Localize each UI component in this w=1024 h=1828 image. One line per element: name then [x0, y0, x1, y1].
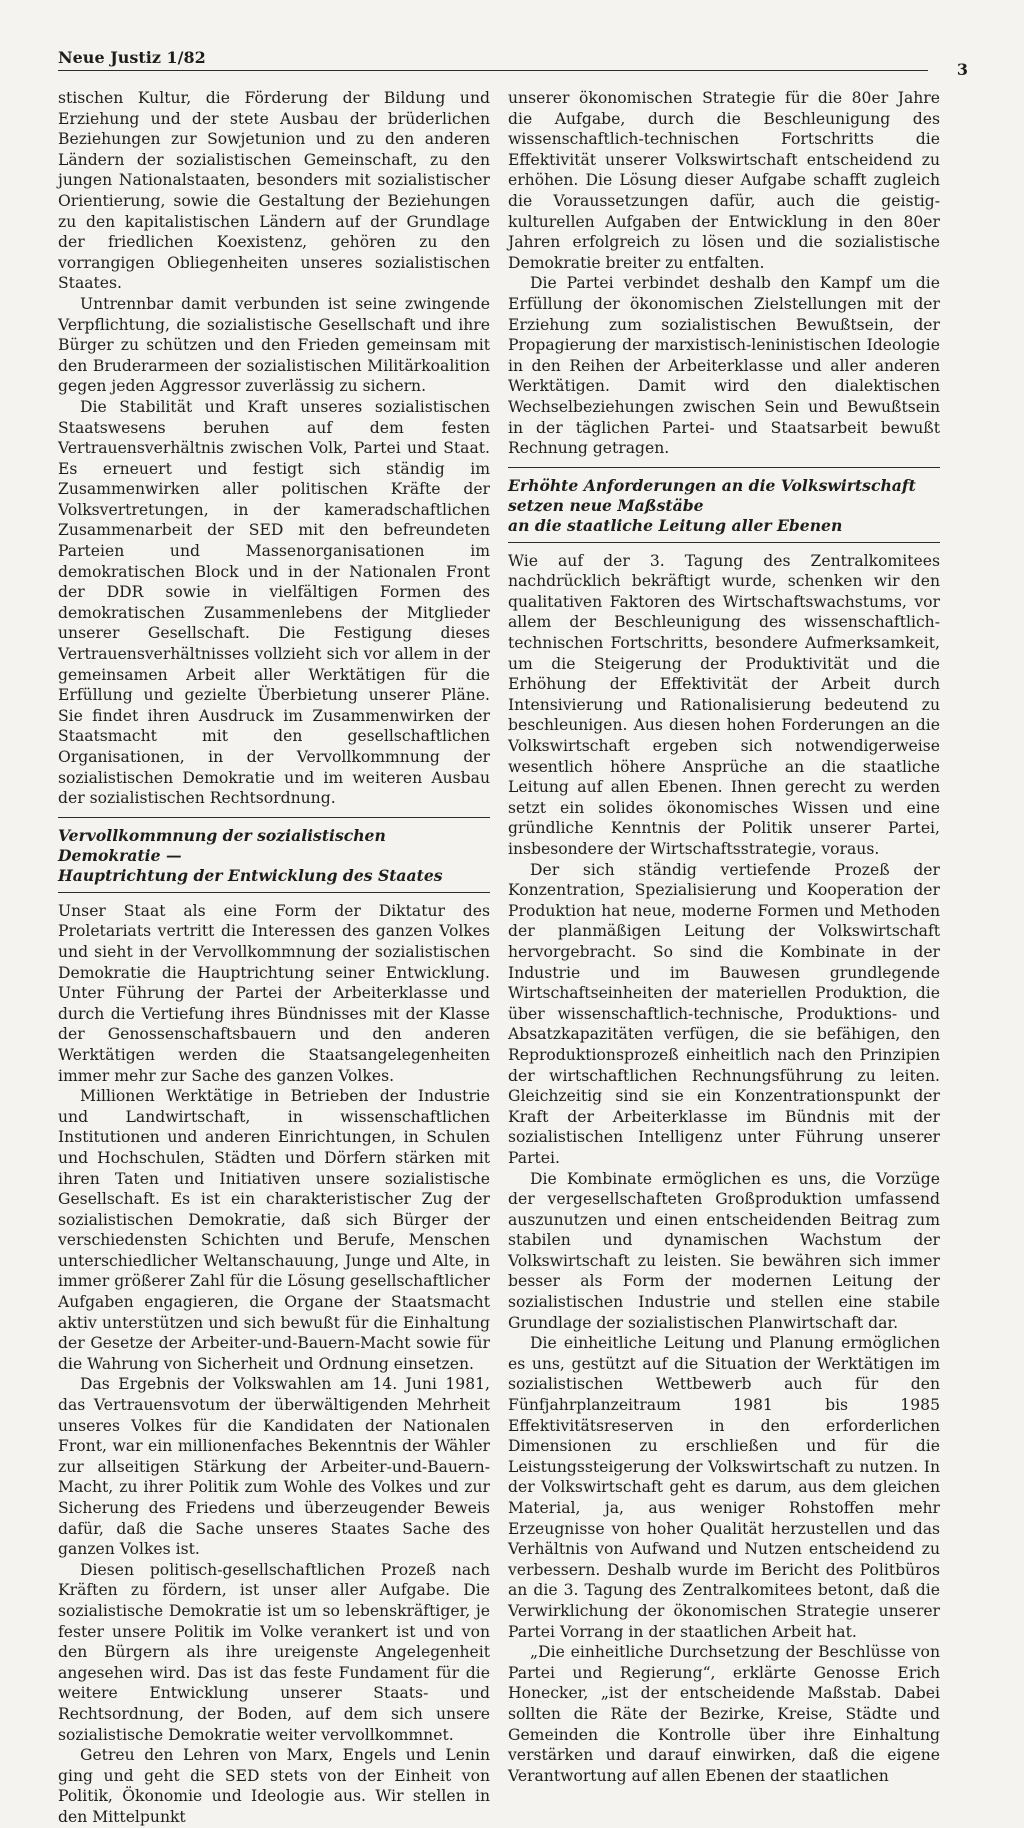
left-column — [58, 88, 490, 1828]
section-heading — [508, 476, 940, 536]
right-column — [508, 88, 940, 1786]
section-rule — [508, 467, 940, 468]
paragraph: stischen Kultur, die Förderung der Bildung und Erziehung und der stete Ausbau der brüderlichen Beziehungen zur Sowjetunion und zu den anderen Ländern der sozialistischen Gemeinschaft, zu den jungen Nationalstaaten, besonders mit sozialistischer Orientierung, sowie die Gestaltung der Beziehungen zu den kapitalistischen Ländern auf der Grundlage der friedlichen Koexistenz, gehören zu den vorrangigen Obliegenheiten unseres sozialistischen Staates. — [58, 89, 490, 293]
paragraph: Das Ergebnis der Volkswahlen am 14. Juni 1981, das Vertrauensvotum der überwältigenden Mehrheit unseres Volkes für die Kandidaten der Nationalen Front, war ein millionenfaches Bekenntnis der Wähler zur allseitigen Stärkung der Arbeiter-und-Bauern-Macht, zu ihrer Politik zum Wohle des Volkes und zur Sicherung des Friedens und überzeugender Beweis dafür, daß die Sache unseres Staates Sache des ganzen Volkes ist. — [58, 1375, 490, 1559]
page-number: 3 — [956, 60, 968, 79]
page-header — [58, 48, 968, 79]
section-heading-line: setzen neue Maßstäbe — [508, 495, 704, 515]
paragraph: Die einheitliche Leitung und Planung ermöglichen es uns, gestützt auf die Situation der Werktätigen im sozialistischen Wettbewerb auch für den Fünfjahrplanzeitraum 1981 bis 1985 Effektivitätsreserven in den erforderlichen Dimensionen zu erschließen und für die Leistungssteigerung der Volkswirtschaft zu nutzen. In der Volkswirtschaft geht es darum, aus dem gleichen Material, ja, aus weniger Rohstoffen mehr Erzeugnisse von hoher Qualität herzustellen und das Verhältnis von Aufwand und Nutzen entscheidend zu verbessern. Deshalb wurde im Bericht des Politbüros an die 3. Tagung des Zentralkomitees betont, daß die Verwirklichung der ökonomischen Strategie unserer Partei Vorrang in der staatlichen Arbeit hat. — [508, 1334, 940, 1641]
paragraph: Diesen politisch-gesellschaftlichen Prozeß nach Kräften zu fördern, ist unser aller Aufgabe. Die sozialistische Demokratie ist um so lebenskräftiger, je fester unsere Politik im Volke verankert ist und von den Bürgern als ihre ureigenste Angelegenheit angesehen wird. Das ist das feste Fundament für die weitere Entwicklung unserer Staats- und Rechtsordnung, der Boden, auf dem sich unsere sozialistische Demokratie weiter vervollkommnet. — [58, 1560, 490, 1744]
section-heading-line: Vervollkommnung der sozialistischen Demokratie — — [58, 825, 386, 865]
paragraph: Die Kombinate ermöglichen es uns, die Vorzüge der vergesellschafteten Großproduktion umfassend auszunutzen und einen entscheidenden Beitrag zum stabilen und dynamischen Wachstum der Volkswirtschaft zu leisten. Sie bewähren sich immer besser als Form der modernen Leitung der sozialistischen Industrie und stellen eine stabile Grundlage der sozialistischen Planwirtschaft dar. — [508, 1169, 940, 1332]
paragraph: Die Partei verbindet deshalb den Kampf um die Erfüllung der ökonomischen Zielstellungen mit der Erziehung zum sozialistischen Bewußtsein, der Propagierung der marxistisch-leninistischen Ideologie in den Reihen der Arbeiterklasse und aller anderen Werktätigen. Damit wird den dialektischen Wechselbeziehungen zwischen Sein und Bewußtsein in der täglichen Partei- und Staatsarbeit bewußt Rechnung getragen. — [508, 274, 940, 458]
paragraph: unserer ökonomischen Strategie für die 80er Jahre die Aufgabe, durch die Beschleunigung des wissenschaftlich-technischen Fortschritts die Effektivität unserer Volkswirtschaft entscheidend zu erhöhen. Die Lösung dieser Aufgabe schafft zugleich die Voraussetzungen dafür, auch die geistig-kulturellen Aufgaben der Entwicklung in den 80er Jahren erfolgreich zu lösen und die sozialistische Demokratie breiter zu entfalten. — [508, 89, 940, 272]
paragraph: „Die einheitliche Durchsetzung der Beschlüsse von Partei und Regierung“, erklärte Genosse Erich Honecker, „ist der entscheidende Maßstab. Dabei sollten die Räte der Bezirke, Kreise, Städte und Gemeinden die Kontrolle über ihre Einhaltung verstärken und darauf einwirken, daß die eigene Verantwortung auf allen Ebenen der staatlichen — [508, 1643, 940, 1785]
paragraph: Unser Staat als eine Form der Diktatur des Proletariats vertritt die Interessen des ganzen Volkes und sieht in der Vervollkommnung der sozialistischen Demokratie die Hauptrichtung seiner Entwicklung. Unter Führung der Partei der Arbeiterklasse und durch die Vertiefung ihres Bündnisses mit der Klasse der Genossenschaftsbauern und den anderen Werktätigen werden die Staatsangelegenheiten immer mehr zur Sache des ganzen Volkes. — [58, 901, 490, 1085]
paragraph: Wie auf der 3. Tagung des Zentralkomitees nachdrücklich bekräftigt wurde, schenken wir den qualitativen Faktoren des Wirtschaftswachstums, vor allem der Beschleunigung des wissenschaftlich-technischen Fortschritts, besondere Aufmerksamkeit, um die Steigerung der Produktivität und die Erhöhung der Effektivität der Arbeit durch Intensivierung und Rationalisierung bedeutend zu beschleunigen. Aus diesen hohen Forderungen an die Volkswirtschaft ergeben sich notwendigerweise wesentlich höhere Ansprüche an die staatliche Leitung auf allen Ebenen. Ihnen gerecht zu werden setzt ein solides ökonomisches Wissen und eine gründliche Kenntnis der Politik unserer Partei, insbesondere der Wirtschaftsstrategie, voraus. — [508, 551, 940, 858]
section-rule — [58, 817, 490, 818]
section-heading — [58, 826, 490, 886]
paragraph: Millionen Werktätige in Betrieben der Industrie und Landwirtschaft, in wissenschaftlichen Institutionen und anderen Einrichtungen, in Schulen und Hochschulen, Städten und Dörfern stärken mit ihren Taten und Initiativen unsere sozialistische Gesellschaft. Es ist ein charakteristischer Zug der sozialistischen Demokratie, daß sich Bürger der verschiedensten Schichten und Berufe, Menschen unterschiedlicher Weltanschauung, Junge und Alte, in immer größerer Zahl für die Lösung gesellschaftlicher Aufgaben engagieren, die Organe der Staatsmacht aktiv unterstützen und sich bewußt für die Einhaltung der Gesetze der Arbeiter-und-Bauern-Macht sowie für die Wahrung von Sicherheit und Ordnung einsetzen. — [58, 1087, 490, 1373]
paragraph: Untrennbar damit verbunden ist seine zwingende Verpflichtung, die sozialistische Gesellschaft und ihre Bürger zu schützen und den Frieden gemeinsam mit den Bruderarmeen der sozialistischen Militärkoalition gegen jeden Aggressor zuverlässig zu sichern. — [58, 294, 490, 396]
paragraph: Die Stabilität und Kraft unseres sozialistischen Staatswesens beruhen auf dem festen Vertrauensverhältnis zwischen Volk, Partei und Staat. Es erneuert und festigt sich ständig im Zusammenwirken aller politischen Kräfte der Volksvertretungen, in der kameradschaftlichen Zusammenarbeit der SED mit den befreundeten Parteien und Massenorganisationen im demokratischen Block und in der Nationalen Front der DDR sowie in vielfältigen Formen des demokratischen Zusammenlebens der Mitglieder unserer Gesellschaft. Die Festigung dieses Vertrauensverhältnisses vollzieht sich vor allem in der gemeinsamen Arbeit aller Werktätigen für die Erfüllung und gezielte Überbietung unserer Pläne. Sie findet ihren Ausdruck im Zusammenwirken der Staatsmacht mit den gesellschaftlichen Organisationen, in der Vervollkommnung der sozialistischen Demokratie und im weiteren Ausbau der sozialistischen Rechtsordnung. — [58, 397, 490, 808]
journal-title: Neue Justiz 1/82 — [58, 48, 206, 67]
paragraph: Getreu den Lehren von Marx, Engels und Lenin ging und geht die SED stets von der Einheit von Politik, Ökonomie und Ideologie aus. Wir stellen in den Mittelpunkt — [58, 1746, 490, 1826]
section-rule — [508, 542, 940, 543]
section-heading-line: Hauptrichtung der Entwicklung des Staates — [58, 865, 443, 885]
header-rule — [58, 70, 928, 71]
section-rule — [58, 892, 490, 893]
section-heading-line: an die staatliche Leitung aller Ebenen — [508, 515, 843, 535]
section-heading-line: Erhöhte Anforderungen an die Volkswirtschaft — [508, 475, 916, 495]
paragraph: Der sich ständig vertiefende Prozeß der Konzentration, Spezialisierung und Kooperation der Produktion hat neue, moderne Formen und Methoden der planmäßigen Leitung der Volkswirtschaft hervorgebracht. So sind die Kombinate in der Industrie und im Bauwesen grundlegende Wirtschaftseinheiten der materiellen Produktion, die über wissenschaftlich-technische, Produktions- und Absatzkapazitäten verfügen, die sie befähigen, den Reproduktionsprozeß einheitlich nach den Prinzipien der wirtschaftlichen Rechnungsführung zu leiten. Gleichzeitig sind sie ein Konzentrationspunkt der Kraft der Arbeiterklasse im Bündnis mit der sozialistischen Intelligenz unter Führung unserer Partei. — [508, 860, 940, 1167]
